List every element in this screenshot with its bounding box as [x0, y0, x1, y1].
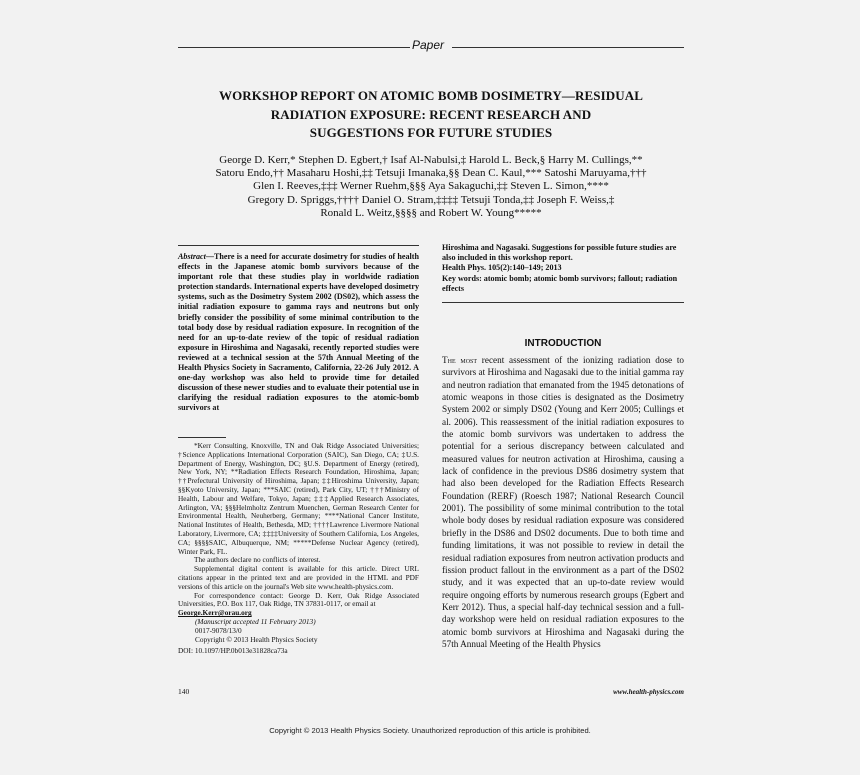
supplemental-note: Supplemental digital content is available for this article. Direct URL citations appear in the printed text and are provided in the HTML and PDF versions of this article on the journal's Web site www.health-physics.com. — [178, 564, 419, 591]
copyright-notice: Copyright © 2013 Health Physics Society. Unauthorized reproduction of this article is prohibited. — [269, 726, 591, 735]
abstract — [178, 252, 419, 414]
introduction-body — [442, 354, 684, 650]
abstract-label: Abstract — [178, 252, 206, 261]
header-rule-right — [452, 47, 684, 48]
email-link[interactable]: George.Kerr@orau.org — [178, 608, 252, 618]
citation: Health Phys. 105(2):140–149; 2013 — [442, 263, 562, 273]
copyright-line: Copyright © 2013 Health Physics Society — [195, 634, 318, 644]
journal-website[interactable]: www.health-physics.com — [613, 688, 684, 696]
doi: DOI: 10.1097/HP.0b013e31828ca73a — [178, 646, 288, 656]
title-line: SUGGESTIONS FOR FUTURE STUDIES — [309, 125, 553, 140]
introduction-heading: INTRODUCTION — [524, 338, 602, 349]
footnotes — [178, 442, 419, 656]
correspondence-note — [178, 592, 419, 618]
header-rule-left — [178, 47, 410, 48]
abstract-continued-text: Hiroshima and Nagasaki. Suggestions for possible future studies are also included in this workshop report. — [442, 243, 677, 263]
author-line: Glen I. Reeves,‡‡‡ Werner Ruehm,§§§ Aya Sakaguchi,‡‡ Steven L. Simon,**** — [253, 180, 609, 193]
intro-lead: The most — [442, 355, 478, 365]
abstract-continued — [442, 243, 684, 294]
author-list — [178, 154, 684, 220]
article-title — [178, 87, 684, 143]
abstract-top-rule — [178, 245, 419, 246]
author-line: Gregory D. Spriggs,†††† Daniel O. Stram,‡‡‡‡ Tetsuji Tonda,‡‡ Joseph F. Weiss,‡ — [247, 193, 615, 206]
author-line: Ronald L. Weitz,§§§§ and Robert W. Young***** — [320, 206, 542, 219]
correspondence-text: For correspondence contact: George D. Kerr, Oak Ridge Associated Universities, P.O. Box 117, Oak Ridge, TN 37831-0117, or email at — [178, 590, 419, 609]
abstract-bottom-rule — [442, 302, 684, 303]
footnote-rule — [178, 437, 226, 438]
intro-text: recent assessment of the ionizing radiation dose to survivors at Hiroshima and Nagasaki due to the initial gamma ray and neutron radiation that emanated from the 1945 detonations of atomic weapons in those cities is designated as the Dosimetry System 2002 or simply DS02 (Young and Kerr 2005; Cullings et al. 2006). This reassessment of the initial radiation exposures to the atomic bomb survivors was undertaken to address the potential for a serious discrepancy between calculated and measured values for neutron activation at Hiroshima, causing a lack of confidence in the previous DS86 dosimetry system that had also been developed for the Radiation Effects Research Foundation (RERF) (Roesch 1987; National Research Council 2001). The possibility of some minimal contribution to the total whole body doses by residual radiation exposure was considered briefly in the DS86 and DS02 documents. Due to both time and funding limitations, it was not possible to review in detail the residual radiation exposures from neutron activation products and fission product fallout in the environment as a part of the DS02 study, and it was expected that an up-to-date review would require ongoing efforts by numerous research groups (Egbert and Kerr 2012). Thus, a special half-day technical session and a full-day workshop were held on residual radiation exposures to the atomic bomb survivors at Hiroshima and Nagasaki during the 57th Annual Meeting of the Health Physics — [442, 355, 684, 649]
section-label: Paper — [412, 38, 445, 52]
title-line: WORKSHOP REPORT ON ATOMIC BOMB DOSIMETRY—RESIDUAL — [218, 88, 644, 103]
conflicts-note: The authors declare no conflicts of interest. — [194, 555, 321, 565]
accepted-date: (Manuscript accepted 11 February 2013) — [195, 616, 316, 626]
abstract-text: —There is a need for accurate dosimetry for studies of health effects in the Japanese atomic bomb survivors because of the important role that these studies play in worldwide radiation protection standards. International experts have developed dosimetry systems, such as the Dosimetry System 2002 (DS02), which assess the initial radiation exposure to gamma rays and neutrons but only briefly consider the possibility of some minimal contribution to the total body dose by residual radiation exposure. In recognition of the need for an up-to-date review of the topic of residual radiation exposure in Hiroshima and Nagasaki, recently reported studies were reviewed at a technical session at the 57th Annual Meeting of the Health Physics Society in Sacramento, California, 22-26 July 2012. A one-day workshop was also held to provide time for detailed discussion of these newer studies and to evaluate their potential use in clarifying the residual radiation exposures to the atomic-bomb survivors at — [178, 252, 419, 413]
author-line: George D. Kerr,* Stephen D. Egbert,† Isaf Al-Nabulsi,‡ Harold L. Beck,§ Harry M. Cullings,** — [219, 154, 643, 166]
page-number: 140 — [178, 687, 190, 696]
keywords: Key words: atomic bomb; atomic bomb survivors; fallout; radiation effects — [442, 274, 678, 294]
author-line: Satoru Endo,†† Masaharu Hoshi,‡‡ Tetsuji Imanaka,§§ Dean C. Kaul,*** Satoshi Maruyama,††† — [215, 167, 647, 180]
journal-code: 0017-9078/13/0 — [195, 625, 242, 635]
title-line: RADIATION EXPOSURE: RECENT RESEARCH AND — [270, 106, 592, 122]
affiliations: *Kerr Consulting, Knoxville, TN and Oak Ridge Associated Universities; †Science Applications International Corporation (SAIC), San Diego, CA; ‡U.S. Department of Energy, Washington, DC; §U.S. Department of Energy (retired), New York, NY; **Radiation Effects Research Foundation, Hiroshima, Japan; ††Prefectural University of Hiroshima, Japan; ‡‡Hiroshima University, Japan; §§Kyoto University, Japan; ***SAIC (retired), Park City, UT; †††Ministry of Health, Labour and Welfare, Tokyo, Japan; ‡‡‡Applied Research Associates, Arlington, VA; §§§Helmholtz Zentrum Muenchen, German Research Center for Environmental Health, Neuherberg, Germany; ****National Cancer Institute, National Institutes of Health, Bethesda, MD; ††††Lawrence Livermore National Laboratory, Livermore, CA; ‡‡‡‡University of Southern California, Los Angeles, CA; §§§§SAIC, Albuquerque, NM; *****Defense Nuclear Agency (retired), Winter Park, FL. — [178, 441, 419, 556]
